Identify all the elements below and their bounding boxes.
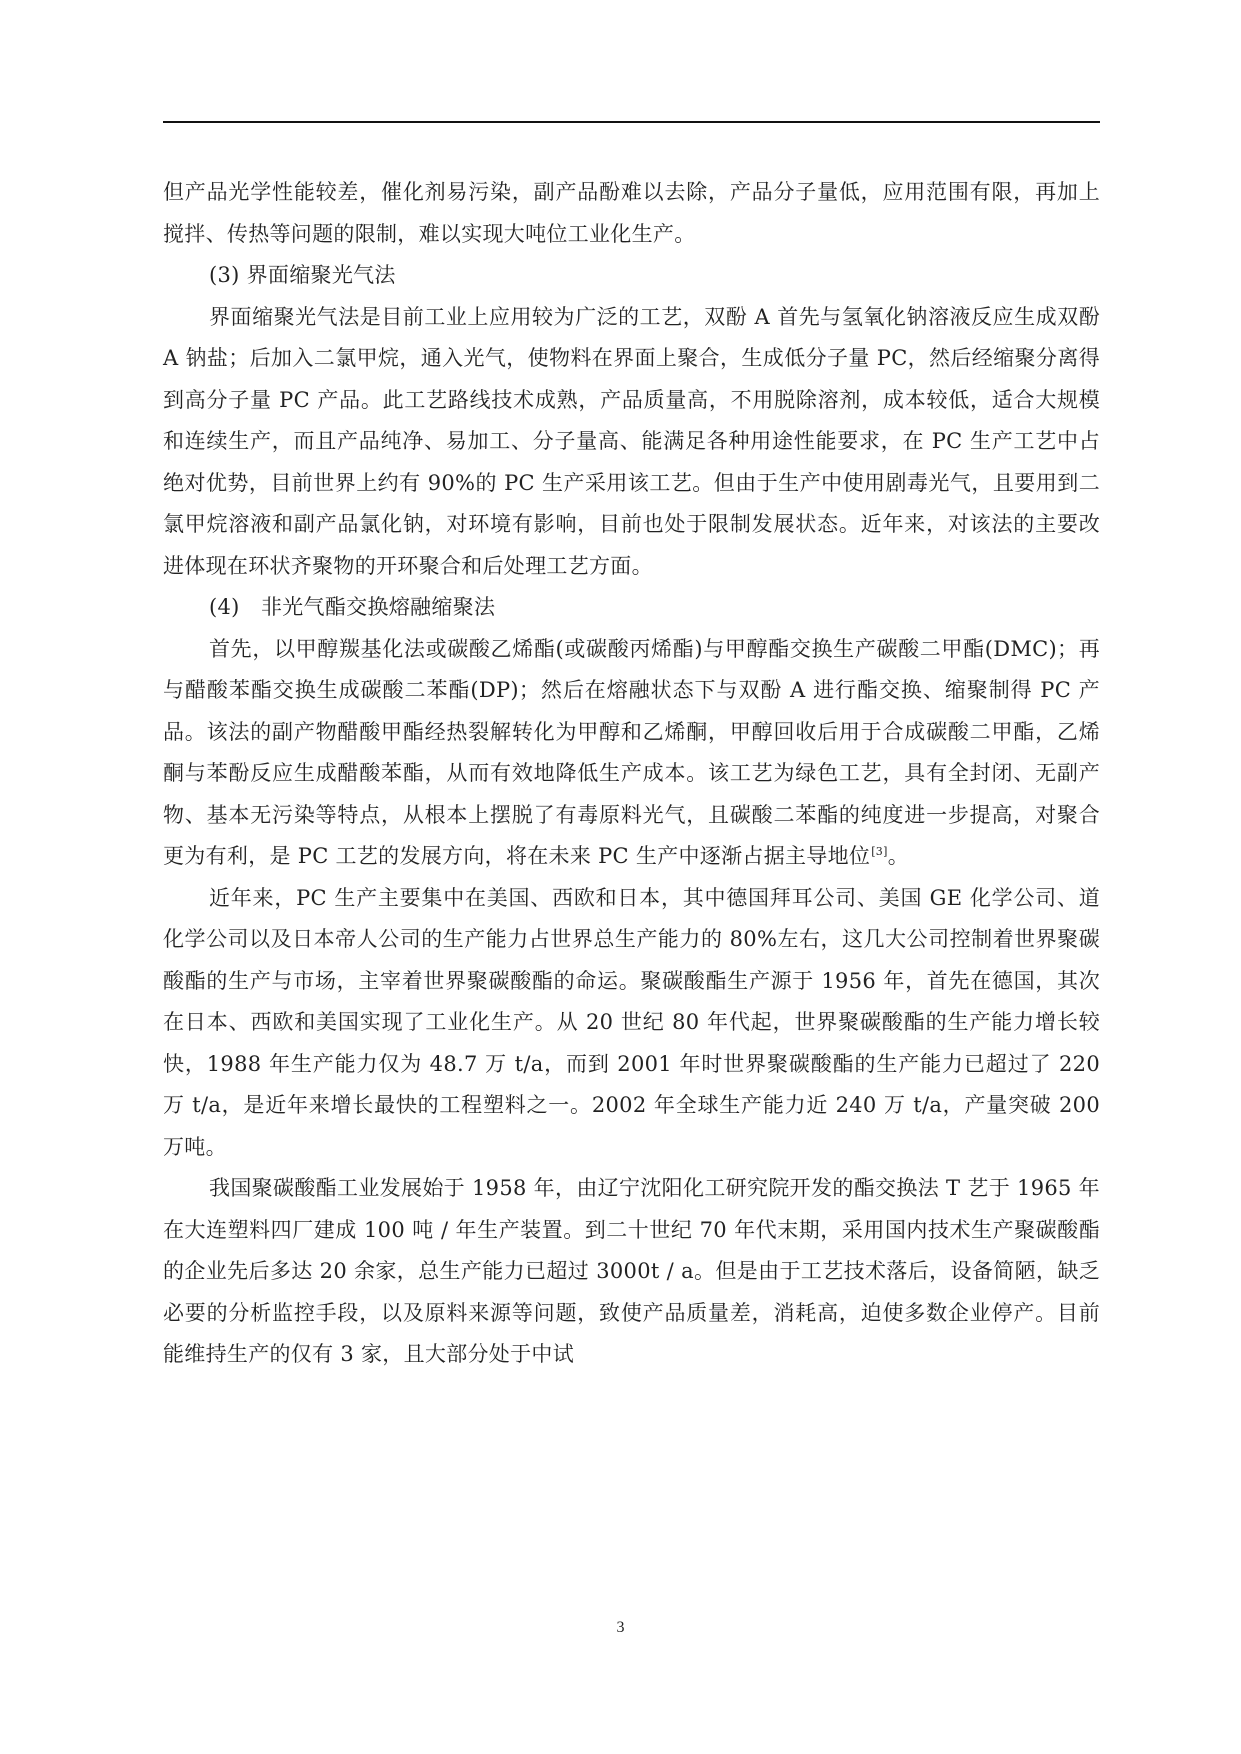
paragraph-continuation: 但产品光学性能较差，催化剂易污染，副产品酚难以去除，产品分子量低，应用范围有限，再加上搅拌、传热等问题的限制，难以实现大吨位工业化生产。 xyxy=(163,180,1100,246)
paragraph-non-phosgene xyxy=(163,629,1100,878)
page-number: 3 xyxy=(616,1619,625,1636)
section-heading-non-phosgene: (4) 非光气酯交换熔融缩聚法 xyxy=(209,595,496,619)
paragraph-world-production: 近年来，PC 生产主要集中在美国、西欧和日本，其中德国拜耳公司、美国 GE 化学公司、道化学公司以及日本帝人公司的生产能力占世界总生产能力的 80%左右，这几大公司控制着世界聚碳酸酯的生产与市场，主宰着世界聚碳酸酯的命运。聚碳酸酯生产源于 1956 年，首先在德国，其次在日本、西欧和美国实现了工业化生产。从 20 世纪 80 年代起，世界聚碳酸酯的生产能力增长较快，1988 年生产能力仅为 48.7 万 t/a，而到 2001 年时世界聚碳酸酯的生产能力已超过了 220 万 t/a，是近年来增长最快的工程塑料之一。2002 年全球生产能力近 240 万 t/a，产量突破 200 万吨。 xyxy=(163,885,1100,1159)
citation-marker[interactable]: [3] xyxy=(871,845,888,858)
page-body xyxy=(163,172,1100,1376)
paragraph-non-phosgene-tail: 。 xyxy=(887,844,909,868)
paragraph-china-industry: 我国聚碳酸酯工业发展始于 1958 年，由辽宁沈阳化工研究院开发的酯交换法 T 艺于 1965 年在大连塑料四厂建成 100 吨 / 年生产装置。到二十世纪 70 年代末期，采用国内技术生产聚碳酸酯的企业先后多达 20 余家，总生产能力已超过 3000t / a。但是由于工艺技术落后，设备简陋，缺乏必要的分析监控手段，以及原料来源等问题，致使产品质量差，消耗高，迫使多数企业停产。目前能维持生产的仅有 3 家，且大部分处于中试 xyxy=(163,1176,1100,1366)
paragraph-interfacial-phosgene: 界面缩聚光气法是目前工业上应用较为广泛的工艺，双酚 A 首先与氢氧化钠溶液反应生成双酚 A 钠盐；后加入二氯甲烷，通入光气，使物料在界面上聚合，生成低分子量 PC，然后经缩聚分离得到高分子量 PC 产品。此工艺路线技术成熟，产品质量高，不用脱除溶剂，成本较低，适合大规模和连续生产，而且产品纯净、易加工、分子量高、能满足各种用途性能要求，在 PC 生产工艺中占绝对优势，目前世界上约有 90%的 PC 生产采用该工艺。但由于生产中使用剧毒光气，且要用到二氯甲烷溶液和副产品氯化钠，对环境有影响，目前也处于限制发展状态。近年来，对该法的主要改进体现在环状齐聚物的开环聚合和后处理工艺方面。 xyxy=(163,304,1100,578)
section-heading-interfacial-phosgene: (3) 界面缩聚光气法 xyxy=(209,263,396,287)
header-rule xyxy=(163,121,1100,123)
paragraph-non-phosgene-text: 首先，以甲醇羰基化法或碳酸乙烯酯(或碳酸丙烯酯)与甲醇酯交换生产碳酸二甲酯(DMC)；再与醋酸苯酯交换生成碳酸二苯酯(DP)；然后在熔融状态下与双酚 A 进行酯交换、缩聚制得 PC 产品。该法的副产物醋酸甲酯经热裂解转化为甲醇和乙烯酮，甲醇回收后用于合成碳酸二甲酯，乙烯酮与苯酚反应生成醋酸苯酯，从而有效地降低生产成本。该工艺为绿色工艺，具有全封闭、无副产物、基本无污染等特点，从根本上摆脱了有毒原料光气，且碳酸二苯酯的纯度进一步提高，对聚合更为有利，是 PC 工艺的发展方向，将在未来 PC 生产中逐渐占据主导地位 xyxy=(163,636,1100,868)
